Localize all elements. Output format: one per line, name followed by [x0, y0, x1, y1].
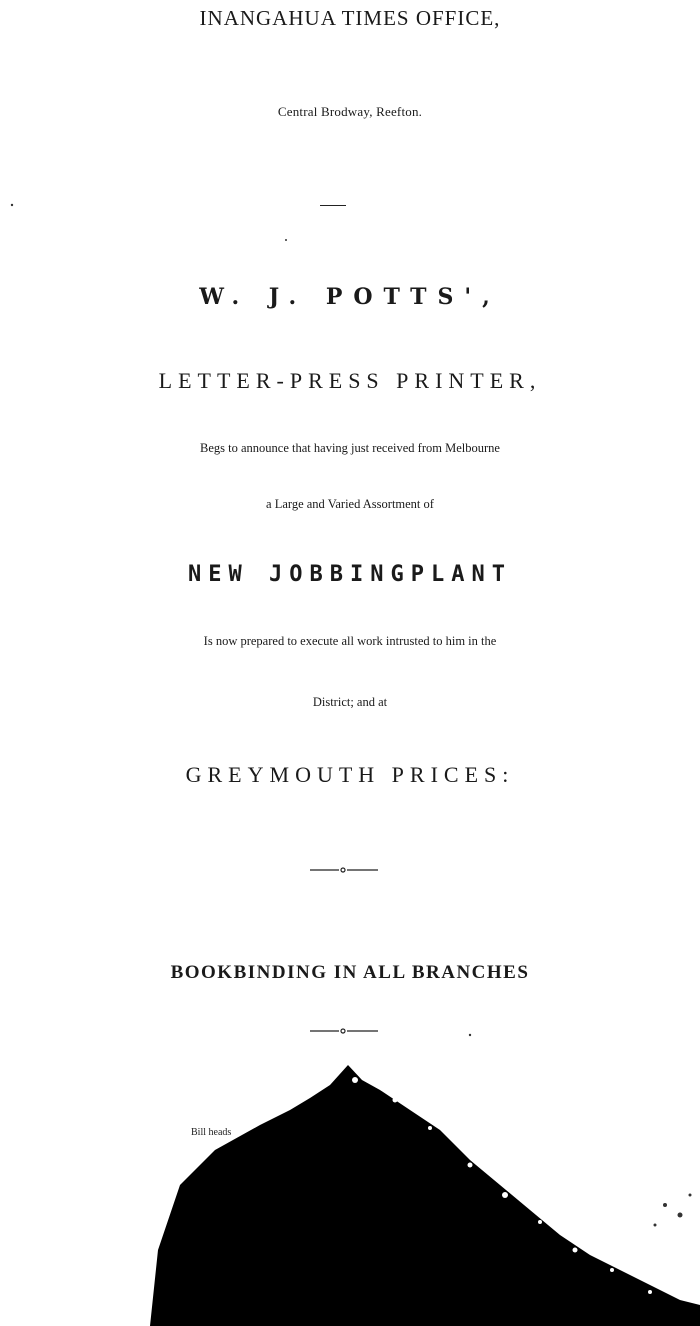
prices-title: GREYMOUTH PRICES: [185, 762, 515, 787]
proprietor-name: W. J. POTTS', [199, 284, 501, 310]
office-title: INANGAHUA TIMES OFFICE, [199, 6, 501, 30]
bill-heads-label: Bill heads [191, 1127, 232, 1138]
plant-title: NEW JOBBINGPLANT [188, 562, 512, 587]
announcement-line-2: a Large and Varied Assortment of [266, 497, 434, 511]
ink-blot [150, 1065, 700, 1326]
announcement-line-1: Begs to announce that having just received from Melbourne [200, 441, 500, 455]
prepared-line-2: District; and at [312, 695, 388, 709]
trade-title: LETTER-PRESS PRINTER, [158, 368, 542, 393]
office-address: Central Brodway, Reefton. [277, 104, 423, 119]
bookbinding-title: BOOKBINDING IN ALL BRANCHES [170, 962, 530, 983]
ornamental-rule-2 [310, 1029, 378, 1033]
prepared-line-1: Is now prepared to execute all work intrusted to him in the [203, 634, 497, 648]
ornamental-rule [310, 868, 378, 872]
